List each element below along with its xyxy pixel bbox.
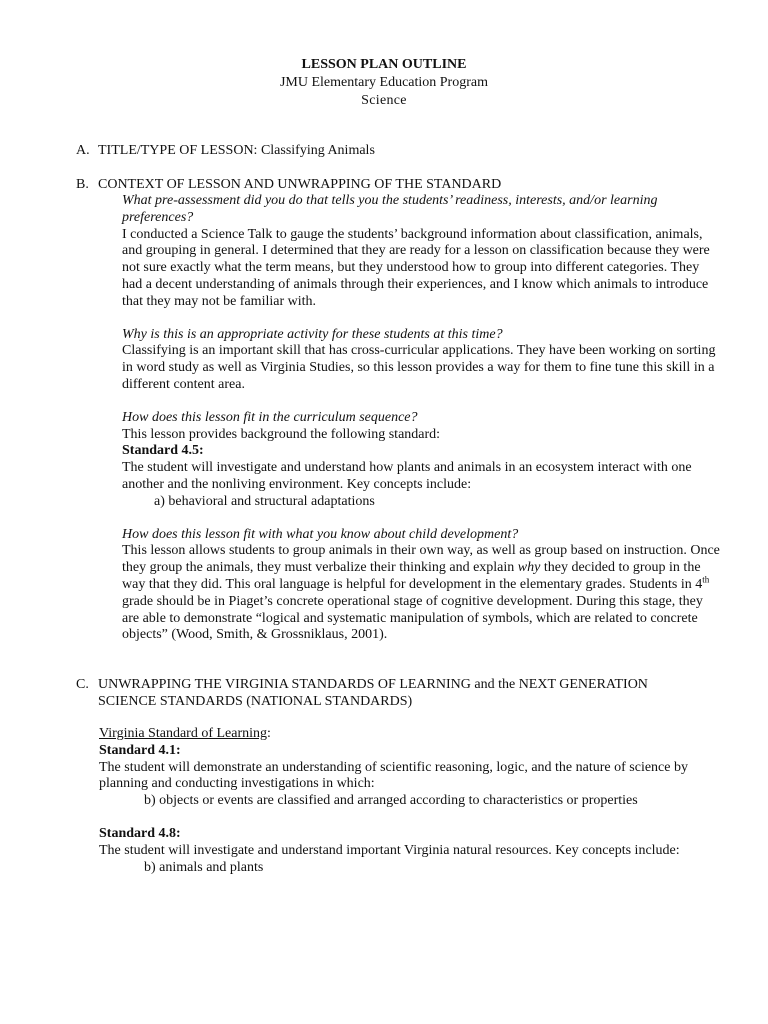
answer-preassessment: I conducted a Science Talk to gauge the students’ background information about classification, animals, and grouping in general. I determined that they are ready for a lesson on classification because they were not sure exactly what the term means, but they understood how to group into different categories. They had a decent understanding of animals through their experiences, and I know which animals to introduce that they may not be familiar with.	[122, 226, 710, 309]
section-b-letter: B.	[76, 177, 89, 192]
question-child-development: How does this lesson fit with what you know about child development?	[122, 526, 519, 542]
standard-4-8-title: Standard 4.8:	[99, 825, 181, 841]
section-c-letter: C.	[76, 677, 89, 692]
standard-4-1-item: b) objects or events are classified and arranged according to characteristics or properties	[144, 793, 638, 809]
sol-label-line	[99, 726, 724, 743]
standard-4-8-body: The student will investigate and understand important Virginia natural resources. Key concepts include:	[99, 842, 680, 858]
standard-4-5-body: The student will investigate and understand how plants and animals in an ecosystem interact with one another and the nonliving environment. Key concepts include:	[122, 460, 692, 492]
document-title: LESSON PLAN OUTLINE	[301, 57, 467, 72]
sol-label: Virginia Standard of Learning	[99, 726, 268, 741]
standard-4-1-title: Standard 4.1:	[99, 742, 181, 758]
program-name: JMU Elementary Education Program	[279, 75, 488, 90]
subject-name: Science	[361, 93, 407, 108]
answer-part-3: grade should be in Piaget’s concrete operational stage of cognitive development. During this stage, they are able to demonstrate “logical and systematic manipulation of symbols, which are related to concrete objects” (Wood, Smith, & Grossniklaus, 2001).	[122, 593, 703, 643]
section-b-body	[122, 193, 722, 644]
sol-colon: :	[267, 726, 271, 741]
document-header	[0, 56, 768, 110]
section-b-title: CONTEXT OF LESSON AND UNWRAPPING OF THE STANDARD	[98, 177, 502, 192]
answer-curriculum-intro: This lesson provides background the following standard:	[122, 426, 441, 442]
standard-4-1-body: The student will demonstrate an understanding of scientific reasoning, logic, and the nature of science by planning and conducting investigations in which:	[99, 759, 688, 792]
question-curriculum: How does this lesson fit in the curriculum sequence?	[122, 409, 418, 425]
section-a-letter: A.	[76, 143, 90, 158]
answer-part-1: This lesson allows students to group animals in their own way, as well as group based on instruction. Once they group the animals, they must verbalize their thinking and explain	[122, 543, 720, 576]
question-preassessment: What pre-assessment did you do that tells you the students’ readiness, interests, and/or learning preferences?	[122, 193, 658, 225]
answer-child-development	[122, 543, 722, 644]
standard-4-5-title: Standard 4.5:	[122, 443, 204, 459]
section-c-body	[99, 726, 724, 876]
answer-part-2: they decided to group in the way that they did. This oral language is helpful for development in the elementary grades. Students in 4	[122, 560, 703, 592]
standard-4-8-item: b) animals and plants	[144, 859, 264, 875]
question-appropriate: Why is this is an appropriate activity for these students at this time?	[122, 326, 503, 342]
section-c-title: UNWRAPPING THE VIRGINIA STANDARDS OF LEARNING and the NEXT GENERATION SCIENCE STANDARDS (NATIONAL STANDARDS)	[98, 677, 648, 709]
answer-appropriate: Classifying is an important skill that has cross-curricular applications. They have been working on sorting in word study as well as Virginia Studies, so this lesson provides a way for them to fine tune this skill in a different content area.	[122, 343, 716, 392]
standard-4-5-item: a) behavioral and structural adaptations	[154, 493, 375, 509]
answer-superscript: th	[702, 574, 710, 585]
answer-why: why	[517, 560, 541, 576]
section-a-text: TITLE/TYPE OF LESSON: Classifying Animals	[98, 143, 375, 158]
